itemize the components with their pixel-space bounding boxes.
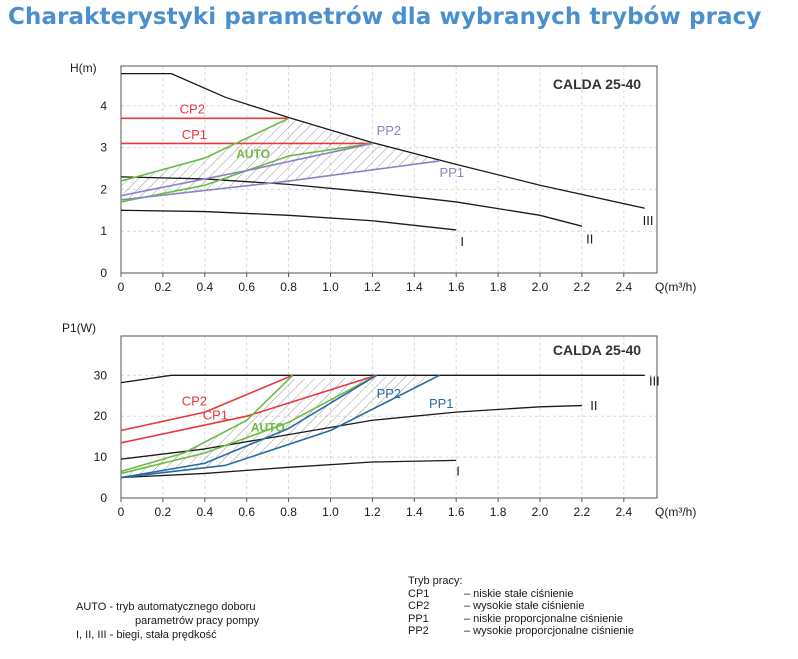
x-tick-label: 2.2 (573, 280, 591, 294)
pump-model-label: CALDA 25-40 (552, 76, 642, 92)
x-tick-label: 0.4 (196, 280, 214, 294)
page-title: Charakterystyki parametrów dla wybranych trybów pracy (8, 4, 762, 30)
y-tick-label: 2 (100, 182, 107, 197)
y-axis-label: H(m) (70, 61, 97, 75)
legend-auto-line-2: parametrów pracy pompy (135, 615, 260, 627)
y-tick-label: 1 (100, 224, 107, 239)
curve-label-iii: III (648, 373, 660, 389)
x-tick-label: 1.0 (322, 505, 339, 519)
y-axis-label: P1(W) (62, 321, 96, 335)
x-tick-label: 1.4 (405, 505, 423, 519)
curve-label-pp1: PP1 (439, 164, 465, 180)
curve-label-pp2: PP2 (376, 123, 402, 139)
x-tick-label: 0 (117, 280, 125, 294)
legend-speed-modes (76, 600, 259, 642)
x-tick-label: 0.8 (280, 280, 297, 294)
x-tick-label: 0.6 (238, 280, 256, 294)
legend-desc: – niskie proporcjonalne ciśnienie (464, 612, 623, 625)
x-tick-label: 0.4 (196, 505, 214, 519)
x-tick-label: 2.0 (531, 280, 549, 294)
curve-label-cp1: CP1 (202, 407, 229, 423)
x-tick-label: 0.8 (280, 505, 297, 519)
x-tick-label: 0.2 (154, 505, 172, 519)
curve-label-cp1: CP1 (181, 127, 208, 143)
y-tick-label: 10 (93, 450, 107, 465)
x-tick-label: 1.0 (322, 280, 339, 294)
legend-operating-modes (408, 575, 634, 638)
x-tick-label: 2.4 (615, 505, 633, 519)
curve-label-i: I (460, 233, 465, 249)
legend-code: PP1 (408, 612, 429, 625)
head-chart (0, 44, 798, 310)
x-tick-label: 1.8 (489, 280, 507, 294)
curve-label-auto: AUTO (236, 147, 271, 162)
power-chart (0, 314, 798, 536)
x-tick-label: 2.0 (531, 505, 549, 519)
legend-desc: – wysokie proporcjonalne ciśnienie (464, 625, 634, 637)
curve-label-i: I (456, 463, 460, 479)
legend-desc: – wysokie stałe ciśnienie (464, 600, 585, 612)
curve-label-cp2: CP2 (181, 393, 208, 409)
x-axis-label: Q(m³/h) (655, 280, 697, 294)
x-tick-label: 2.2 (573, 505, 591, 519)
x-tick-label: 0.6 (238, 505, 256, 519)
x-tick-label: 2.4 (615, 280, 633, 294)
legend-desc: – niskie stałe ciśnienie (464, 587, 574, 600)
y-tick-label: 0 (100, 491, 107, 505)
legend-item-pp2 (408, 625, 634, 638)
legend-item-cp2 (408, 600, 634, 613)
legend-item-cp1 (408, 588, 634, 601)
x-tick-label: 1.4 (405, 280, 423, 294)
x-tick-label: 1.2 (364, 280, 381, 294)
curve-label-ii: II (590, 398, 598, 414)
legend-code: PP2 (408, 625, 429, 637)
y-tick-label: 30 (93, 368, 107, 383)
x-tick-label: 1.6 (447, 280, 465, 294)
x-axis-label: Q(m³/h) (655, 505, 697, 519)
curve-label-auto: AUTO (250, 420, 285, 435)
x-tick-label: 0.2 (154, 280, 172, 294)
curve-label-pp1: PP1 (428, 396, 454, 412)
curve-label-iii: III (642, 212, 654, 228)
x-tick-label: 1.6 (447, 505, 465, 519)
y-tick-label: 4 (100, 98, 107, 113)
y-tick-label: 0 (100, 266, 107, 280)
curve-label-ii: II (586, 231, 594, 247)
y-tick-label: 3 (100, 140, 107, 155)
curve-label-cp2: CP2 (179, 101, 205, 117)
legend-item-pp1 (408, 613, 634, 626)
x-tick-label: 0 (117, 505, 125, 519)
legend-code: CP1 (408, 587, 430, 600)
x-tick-label: 1.2 (364, 505, 381, 519)
legend-code: CP2 (408, 600, 430, 612)
series-line-i (121, 210, 456, 230)
legend-auto-line: AUTO - tryb automatycznego doboru (76, 601, 256, 613)
legend-speeds-line: I, II, III - biegi, stała prędkość (76, 629, 217, 641)
pump-model-label: CALDA 25-40 (552, 342, 642, 358)
legend-modes-title: Tryb pracy: (408, 575, 463, 587)
curve-label-pp2: PP2 (376, 386, 402, 402)
x-tick-label: 1.8 (489, 505, 507, 519)
y-tick-label: 20 (93, 409, 107, 424)
